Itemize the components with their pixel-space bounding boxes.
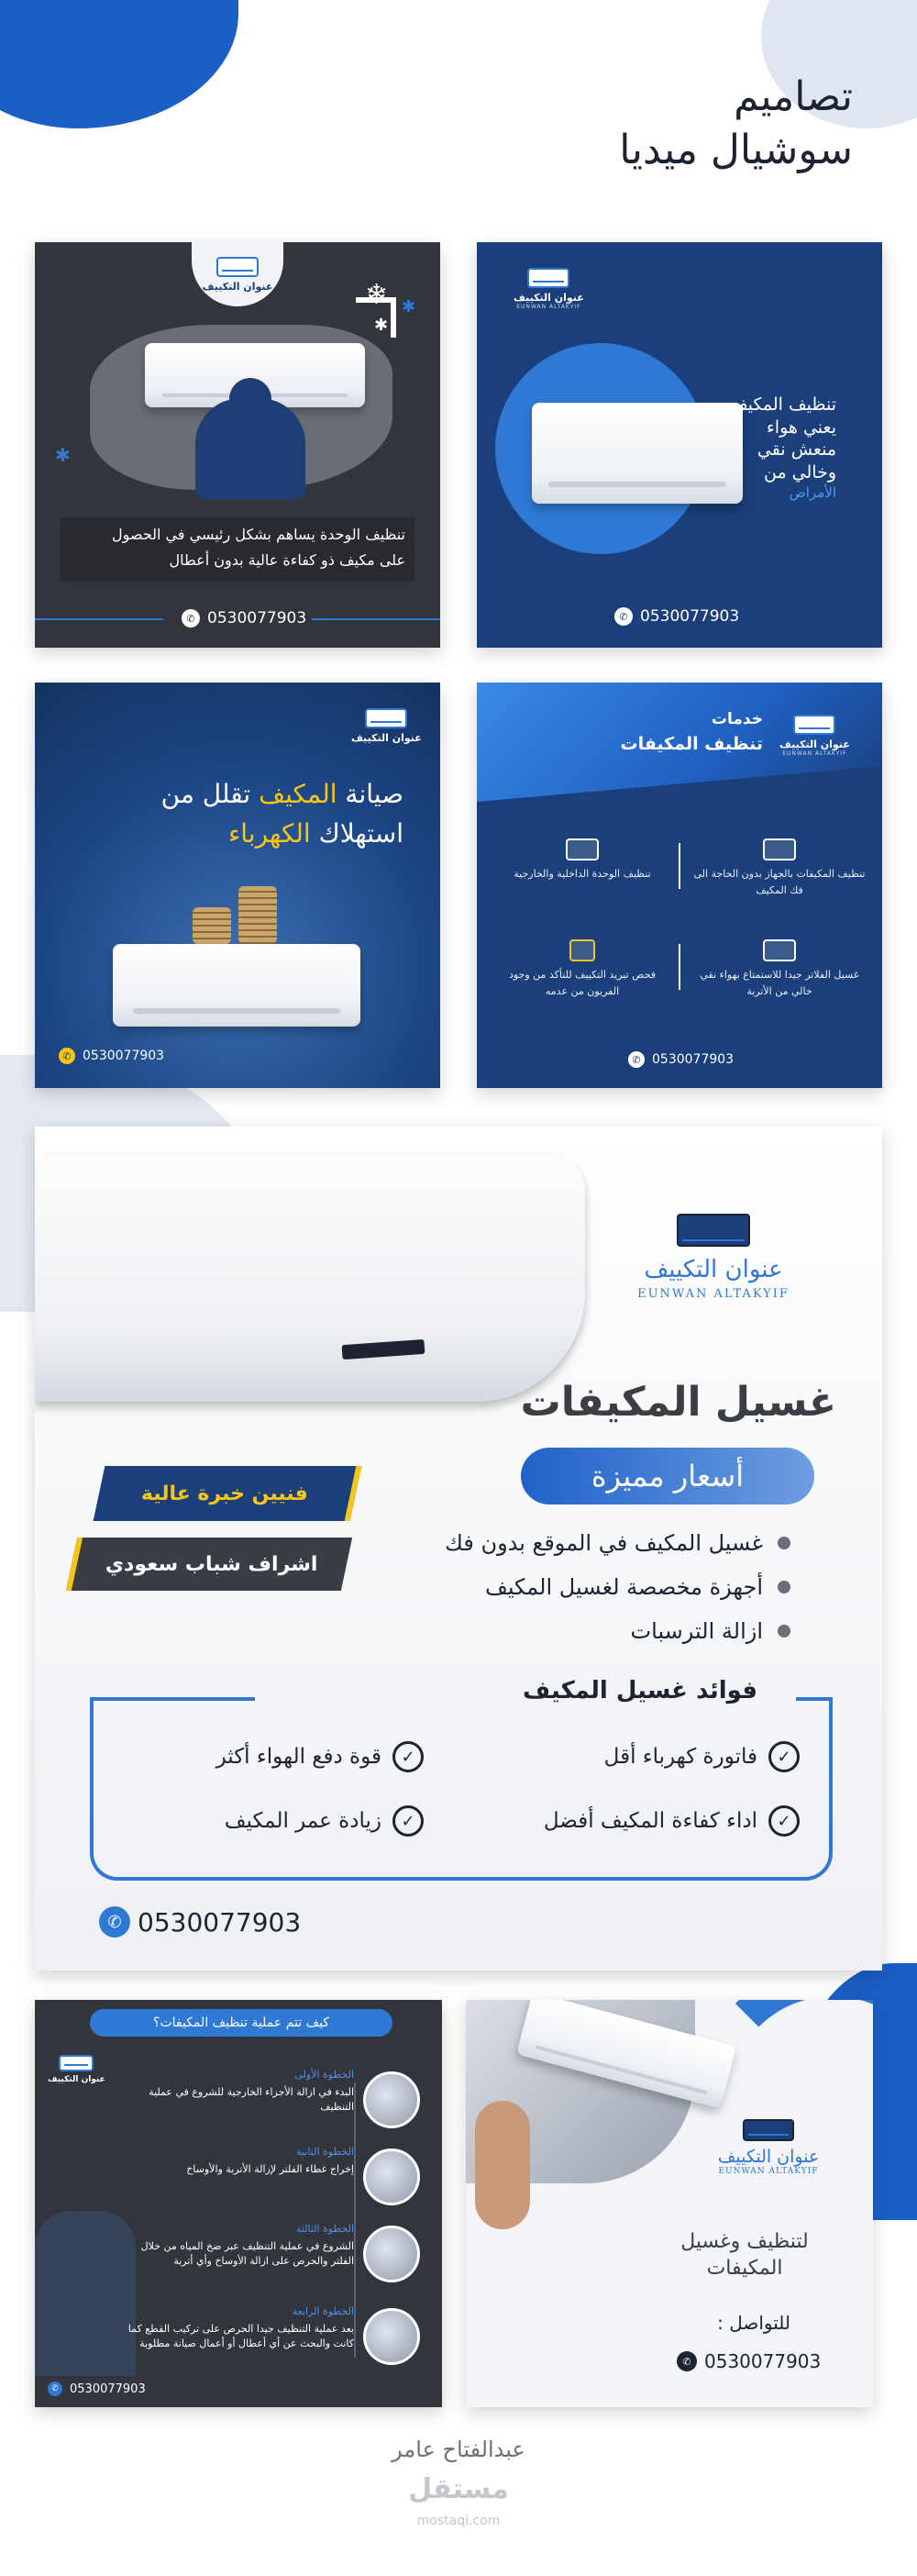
card7-logo: [686, 2119, 851, 2176]
step-item: [127, 2068, 420, 2115]
card5-subtitle-pill: [521, 1448, 814, 1505]
benefits-frame-top-left: [90, 1697, 255, 1701]
card7-line2: المكيفات: [706, 2256, 783, 2280]
card6-title: كيف تتم عملية تنظيف المكيفات؟: [153, 2015, 329, 2030]
benefit-text: قوة دفع الهواء أكثر: [215, 1745, 381, 1769]
bullet-dot: [778, 1581, 790, 1593]
phone-icon: ✆: [48, 2382, 62, 2396]
card5-brand-latin: EUNWAN ALTAKYIF: [637, 1287, 790, 1301]
bullet-text: أجهزة مخصصة لغسيل المكيف: [484, 1574, 763, 1600]
step-text: البدء في ازالة الأجزاء الخارجية للشروع في عملية التنظيف: [149, 2085, 354, 2113]
card3-line2-a: استهلاك: [310, 818, 403, 849]
ac-display: [342, 1339, 425, 1360]
bullet-text: غسيل المكيف في الموقع بدون فك: [445, 1530, 763, 1556]
ac-logo-icon: [793, 715, 835, 735]
ac-outline-icon: [566, 838, 599, 861]
snowflake-icon: ✱: [55, 444, 71, 466]
ac-logo-icon: [527, 268, 569, 288]
service-item: [495, 838, 669, 883]
card2-line4: وخالي من: [763, 462, 836, 483]
footer-author: عبدالفتاح عامر: [392, 2437, 525, 2462]
check-icon: ✓: [768, 1741, 800, 1772]
service-text: غسيل الفلاتر جيدا للاستمتاع بهواء نقي خالي من الأتربة: [700, 969, 859, 997]
ac-unit-large: [35, 1154, 585, 1402]
card7-phone-number: 0530077903: [704, 2350, 822, 2372]
card-technician: [35, 242, 440, 648]
card5-phone: [99, 1906, 301, 1938]
step-image: [363, 2226, 420, 2282]
service-text: تنظيف الوحدة الداخلية والخارجية: [514, 868, 651, 880]
card4-phone-number: 0530077903: [652, 1052, 735, 1067]
step-image: [363, 2071, 420, 2128]
card3-line1: [161, 774, 403, 814]
card3-line2: [161, 814, 403, 853]
step-image: [363, 2308, 420, 2365]
header-title-line1: تصاميم: [734, 73, 853, 120]
card4-title: [621, 710, 764, 754]
card-maintenance: [35, 683, 440, 1088]
technician-silhouette: [35, 2211, 136, 2376]
bullet-dot: [778, 1537, 790, 1549]
service-text: فحص تبريد التكييف للتأكد من وجود الفريون من عدمه: [508, 969, 657, 997]
service-text: تنظيف المكيفات بالجهاز بدون الحاجة الى فك المكيف: [693, 868, 866, 896]
bullet-dot: [778, 1625, 790, 1638]
ac-unit-image: [113, 944, 360, 1027]
card4-brand-name: عنوان التكييف: [779, 738, 850, 750]
phone-icon: ✆: [182, 609, 200, 627]
snowflake-icon: ✱: [402, 297, 416, 316]
step-text: بعد عملية التنظيف جيدا الحرص على تركيب القطع كما كانت والبحث عن أي أعطال أو أعمال صيانة مطلوبة: [127, 2322, 354, 2349]
card5-subtitle: أسعار مميزة: [591, 1459, 745, 1493]
card-services: [477, 683, 882, 1088]
header-title-line2: سوشيال ميديا: [619, 127, 853, 173]
card4-vdivider: [679, 843, 680, 889]
phone-icon: ✆: [677, 2351, 697, 2371]
card1-divider-left: [35, 618, 163, 620]
card2-line5: الأمراض: [789, 483, 836, 501]
ac-outline-icon: [763, 838, 796, 861]
card6-title-pill: [90, 2009, 392, 2037]
step-item: [127, 2145, 420, 2177]
ac-logo-icon: [365, 708, 407, 728]
card3-line1-a: صيانة: [337, 779, 403, 809]
card3-line1-c: تقلل من: [160, 779, 260, 809]
frame-accent: [356, 297, 396, 338]
benefit-item: [225, 1805, 424, 1837]
step-label: الخطوة الثالثة: [295, 2223, 354, 2235]
card2-brand-latin: EUNWAN ALTAKYIF: [516, 304, 581, 310]
coin-stack-left: [193, 907, 231, 944]
technician-head: [229, 378, 271, 420]
hand-image: [475, 2101, 530, 2229]
tag-experts-text: فنيين خبرة عالية: [141, 1482, 308, 1505]
bullet-item: [631, 1618, 790, 1644]
card2-text: [730, 394, 836, 502]
snowflake-icon: ❄: [365, 279, 389, 311]
card2-line1: تنظيف المكيف: [730, 394, 836, 415]
card4-vdivider: [679, 944, 680, 990]
card4-title1: خدمات: [711, 710, 763, 728]
benefits-frame-top-right: [796, 1697, 833, 1701]
card2-phone-number: 0530077903: [640, 607, 740, 626]
benefits-title: فوائد غسيل المكيف: [508, 1677, 772, 1704]
step-image: [363, 2149, 420, 2205]
card3-line2-b: الكهرباء: [228, 818, 311, 849]
card-clean-air: [477, 242, 882, 648]
service-item: [495, 939, 669, 999]
card1-text-line1: تنظيف الوحدة يساهم بشكل رئيسي في الحصول: [112, 526, 405, 543]
service-item: [692, 838, 867, 898]
card4-title2: تنظيف المكيفات: [620, 734, 763, 754]
benefit-text: زيادة عمر المكيف: [224, 1809, 381, 1833]
bullet-item: [485, 1574, 790, 1600]
benefit-text: فاتورة كهرباء أقل: [603, 1745, 757, 1769]
card3-headline: [161, 774, 403, 854]
tag-saudi: [66, 1538, 352, 1591]
card4-logo: [779, 715, 850, 757]
card-contact: [466, 2000, 873, 2407]
check-icon: ✓: [392, 1805, 424, 1837]
card6-phone: [48, 2382, 146, 2396]
snow-ac-icon: [763, 939, 796, 961]
card7-line1: لتنظيف وغسيل: [680, 2230, 809, 2253]
card7-brand-name: عنوان التكييف: [717, 2147, 820, 2167]
benefits-frame: [90, 1697, 833, 1881]
card2-line2: يعني هواء: [766, 416, 836, 438]
footer-site-ar: مستقل: [408, 2473, 509, 2505]
step-text: الشروع في عملية التنظيف عبر ضخ المياه من خلال الفلتر والحرص على ازالة الأوساخ وأي أتربة: [140, 2239, 354, 2267]
card-ac-wash: [35, 1127, 882, 1971]
ac-logo-icon: [677, 1214, 750, 1247]
card5-logo: [622, 1214, 805, 1301]
card5-phone-number: 0530077903: [138, 1906, 302, 1938]
card2-brand-name: عنوان التكييف: [514, 292, 584, 304]
footer-site: mostaqi.com: [416, 2514, 501, 2528]
ac-logo-icon: [216, 257, 259, 277]
card1-logo-badge: [192, 242, 283, 306]
card1-phone: [182, 609, 306, 627]
service-item: [692, 939, 867, 999]
card-steps: [35, 2000, 442, 2407]
card1-brand-name: عنوان التكييف: [202, 280, 273, 293]
benefit-text: اداء كفاءة المكيف أفضل: [543, 1809, 757, 1833]
card3-phone: [59, 1048, 164, 1064]
phone-icon: ✆: [628, 1051, 645, 1068]
card2-line3: منعش نقي: [757, 439, 836, 461]
card4-phone: [628, 1051, 734, 1068]
card4-brand-latin: EUNWAN ALTAKYIF: [782, 750, 847, 757]
card7-phone: [677, 2350, 821, 2372]
check-icon: ✓: [768, 1805, 800, 1837]
card2-logo: [514, 268, 584, 310]
card6-logo: [48, 2055, 105, 2084]
card7-headline: [653, 2229, 836, 2282]
ac-unit-image: [532, 403, 743, 504]
bullet-item: [445, 1530, 790, 1556]
card7-contact-label: للتواصل :: [717, 2312, 790, 2334]
thermometer-icon: [569, 939, 595, 961]
check-icon: ✓: [392, 1741, 424, 1772]
card2-phone: [614, 607, 739, 626]
card7-brand-latin: EUNWAN ALTAKYIF: [718, 2167, 819, 2176]
snowflake-icon: ✱: [374, 316, 389, 335]
ac-logo-icon: [59, 2055, 94, 2071]
card6-phone-number: 0530077903: [70, 2382, 146, 2396]
phone-icon: ✆: [59, 1048, 75, 1064]
step-item: [127, 2304, 420, 2352]
card5-title: غسيل المكيفات: [520, 1379, 836, 1426]
card1-divider-right: [312, 618, 440, 620]
step-item: [127, 2222, 420, 2270]
benefit-item: [216, 1741, 424, 1772]
benefit-item: [544, 1805, 800, 1837]
card3-line1-b: المكيف: [259, 779, 337, 809]
benefit-item: [604, 1741, 800, 1772]
card5-brand-name: عنوان التكييف: [644, 1256, 783, 1283]
tag-saudi-text: اشراف شباب سعودي: [105, 1552, 318, 1576]
tag-experts: [94, 1466, 362, 1521]
phone-icon: ✆: [99, 1906, 130, 1938]
ac-logo-icon: [743, 2119, 794, 2141]
step-text: إخراج غطاء الفلتر لإزالة الأتربة والأوساخ: [186, 2162, 354, 2175]
step-label: الخطوة الأولى: [294, 2069, 354, 2081]
card3-phone-number: 0530077903: [83, 1049, 165, 1063]
card1-text-box: [61, 517, 414, 582]
card6-brand-name: عنوان التكييف: [48, 2075, 105, 2084]
card1-text-line2: على مكيف ذو كفاءة عالية بدون أعطال: [169, 551, 405, 569]
step-label: الخطوة الثانية: [296, 2146, 354, 2158]
phone-icon: ✆: [614, 607, 633, 626]
coin-stack-right: [238, 886, 277, 944]
card3-logo: [351, 708, 422, 744]
bg-blob-top-left: [0, 0, 238, 128]
card3-brand-name: عنوان التكييف: [351, 732, 422, 744]
step-label: الخطوة الرابعة: [292, 2305, 354, 2317]
bullet-text: ازالة الترسبات: [630, 1618, 763, 1644]
card1-phone-number: 0530077903: [207, 609, 307, 627]
